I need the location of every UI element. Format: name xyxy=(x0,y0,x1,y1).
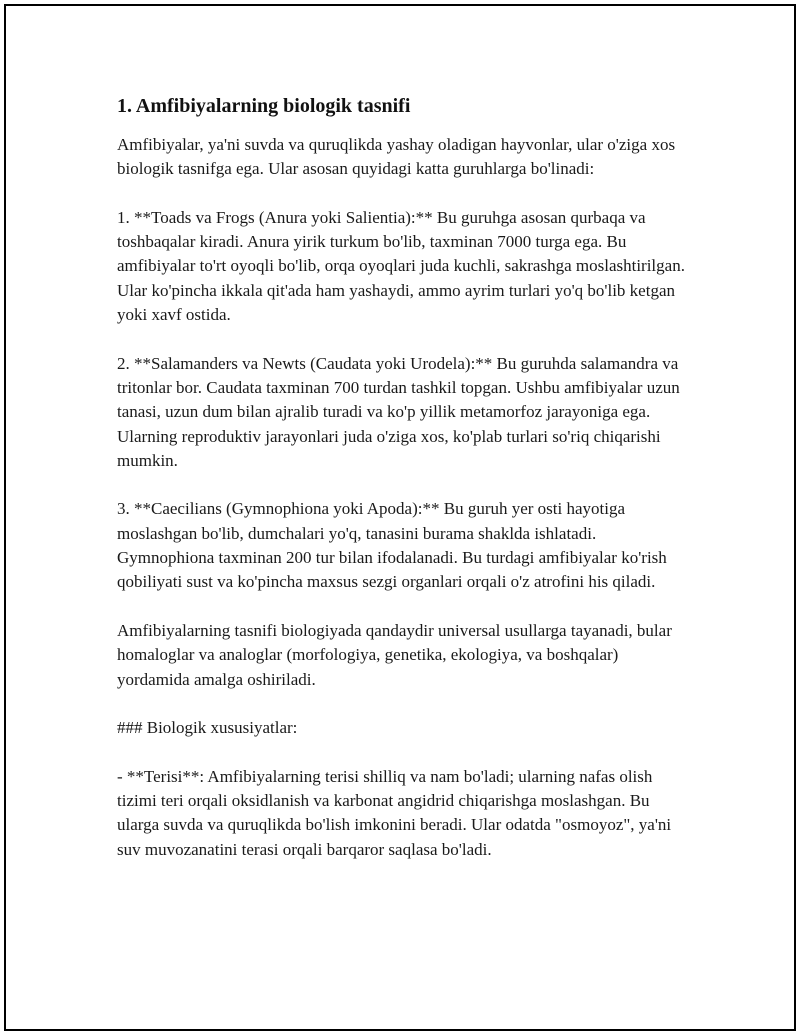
classification-paragraph: Amfibiyalarning tasnifi biologiyada qandaydir universal usullarga tayanadi, bular homaloglar va analoglar (morfologiya, genetika, ekologiya, va boshqalar) yordamida amalga oshiriladi. xyxy=(117,620,672,689)
anura-paragraph: 1. **Toads va Frogs (Anura yoki Salientia):** Bu guruhga asosan qurbaqa va toshbaqalar kiradi. Anura yirik turkum bo'lib, taxminan 7000 turga ega. Bu amfibiyalar to'rt oyoqli bo'lib, orqa oyoqlari juda kuchli, sakrashga moslashtirilgan. Ular ko'pincha ikkala qit'ada ham yashaydi, ammo ayrim turlari yo'q bo'lib ketgan yoki xavf ostida. xyxy=(117,207,685,325)
document-body xyxy=(117,92,692,886)
skin-paragraph: - **Terisi**: Amfibiyalarning terisi shilliq va nam bo'ladi; ularning nafas olish tizimi teri orqali oksidlanish va karbonat angidrid chiqarishga moslashgan. Bu ularga suvda va quruqlikda bo'lish imkonini beradi. Ular odatda "osmoyoz", ya'ni suv muvozanatini terasi orqali barqaror saqlasa bo'ladi. xyxy=(117,766,672,859)
caudata-paragraph: 2. **Salamanders va Newts (Caudata yoki Urodela):** Bu guruhda salamandra va tritonlar bor. Caudata taxminan 700 turdan tashkil topgan. Ushbu amfibiyalar uzun tanasi, uzun dum bilan ajralib turadi va ko'p yillik metamorfoz jarayoniga ega. Ularning reproduktiv jarayonlari juda o'ziga xos, ko'plab turlari so'riq chiqarishi mumkin. xyxy=(117,353,680,470)
intro-paragraph: Amfibiyalar, ya'ni suvda va quruqlikda yashay oladigan hayvonlar, ular o'ziga xos biologik tasnifga ega. Ular asosan quyidagi katta guruhlarga bo'linadi: xyxy=(117,135,676,179)
document-title: 1. Amfibiyalarning biologik tasnifi xyxy=(117,95,411,117)
section-heading: ### Biologik xususiyatlar: xyxy=(117,718,298,738)
gymnophiona-paragraph: 3. **Caecilians (Gymnophiona yoki Apoda):** Bu guruh yer osti hayotiga moslashgan bo'lib, dumchalari yo'q, tanasini burama shaklda ishlatadi. Gymnophiona taxminan 200 tur bilan ifodalanadi. Bu turdagi amfibiyalar ko'rish qobiliyati sust va ko'pincha maxsus sezgi organlari orqali o'z atrofini his qiladi. xyxy=(117,499,667,592)
